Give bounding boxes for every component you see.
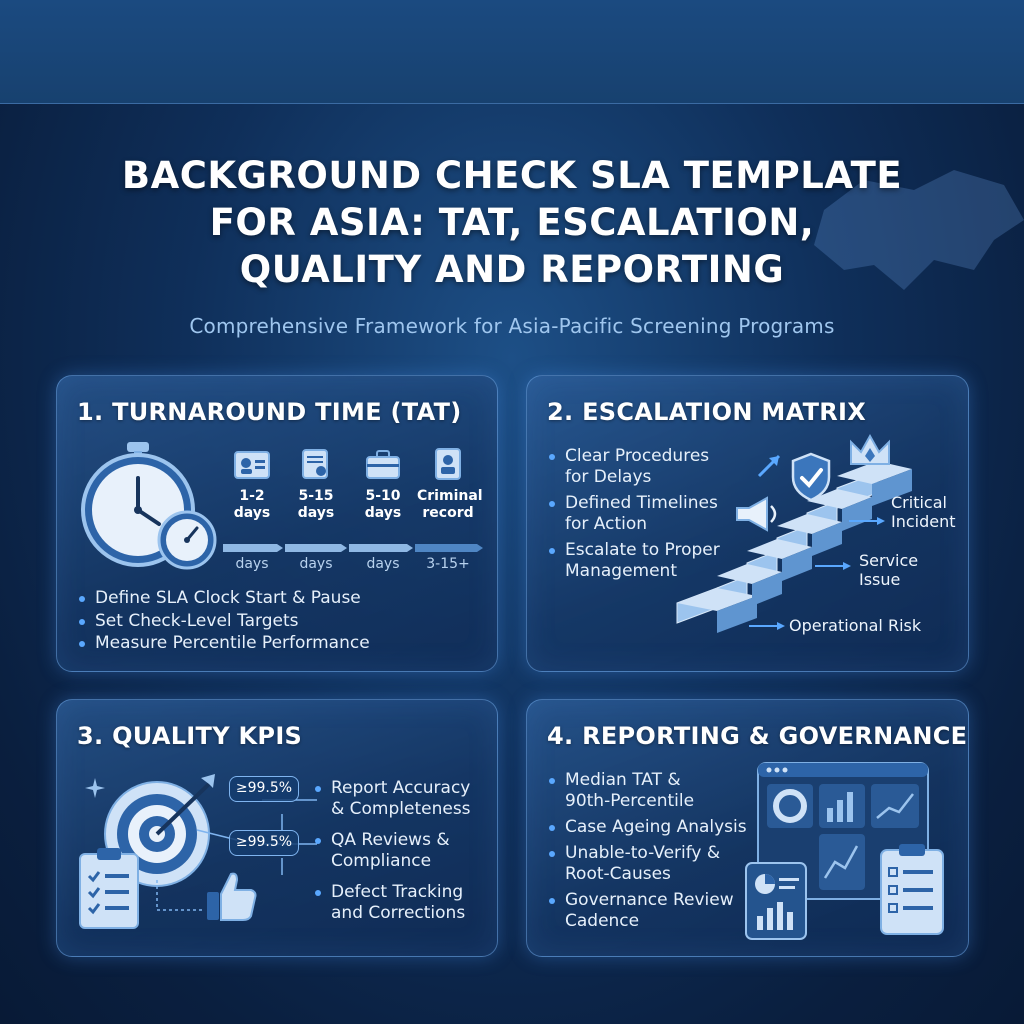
escalation-panel <box>526 375 969 672</box>
bullet-line: Report Accuracy <box>331 778 471 798</box>
arrow-icon <box>749 621 785 631</box>
sparkle-icon <box>85 778 105 798</box>
id-card-icon <box>233 448 271 480</box>
label-line: Service <box>859 551 919 570</box>
bullet-line: Cadence <box>565 911 640 931</box>
qa-target-badge: ≥99.5% <box>229 830 299 856</box>
bullet-line: for Delays <box>565 467 652 487</box>
briefcase-icon <box>364 448 402 480</box>
reporting-bullet-list <box>547 770 757 937</box>
tat-col4-bottom: 3-15+ <box>426 556 470 572</box>
title-line-2: FOR ASIA: TAT, ESCALATION, <box>209 201 815 244</box>
tat-column-4 <box>417 448 483 522</box>
bullet-line: Escalate to Proper <box>565 540 720 560</box>
criminal-record-icon <box>429 448 467 480</box>
tat-column-1 <box>221 448 283 522</box>
stopwatch-icon <box>79 442 219 572</box>
page-title <box>40 152 984 293</box>
bullet-line: Case Ageing Analysis <box>565 817 747 837</box>
tat-col4-line1: Criminal <box>417 488 483 504</box>
tat-col4-line2: record <box>422 505 474 521</box>
bullet-line: Compliance <box>331 851 432 871</box>
bullet-line: for Action <box>565 514 648 534</box>
certificate-icon <box>297 448 335 480</box>
bullet-line: Defined Timelines <box>565 493 718 513</box>
quality-panel <box>56 699 498 957</box>
title-line-3: QUALITY AND REPORTING <box>239 248 785 291</box>
tat-col2-line2: days <box>297 505 335 521</box>
crown-icon <box>847 432 893 468</box>
tat-column-3 <box>352 448 414 522</box>
list-item: Set Check-Level Targets <box>77 611 370 632</box>
bullet-line: Root-Causes <box>565 864 671 884</box>
bullet-line: and Corrections <box>331 903 466 923</box>
tat-col2-line1: 5-15 <box>298 488 334 504</box>
arrow-icon <box>849 516 885 526</box>
checklist-icon <box>879 842 945 936</box>
operational-risk-label: Operational Risk <box>789 616 922 635</box>
list-item <box>313 778 493 820</box>
quality-panel-title: 3. QUALITY KPIS <box>77 722 303 750</box>
tat-bullet-list <box>77 588 370 656</box>
megaphone-icon <box>733 494 783 534</box>
tat-col3-bottom: days <box>366 556 400 572</box>
up-arrow-icon <box>755 450 785 480</box>
bullet-line: QA Reviews & <box>331 830 450 850</box>
label-line: Incident <box>891 512 956 531</box>
tat-col3-line1: 5-10 <box>365 488 401 504</box>
list-item <box>313 882 493 924</box>
tat-col1-line2: days <box>233 505 271 521</box>
service-issue-label <box>859 551 918 589</box>
tat-col2-bottom: days <box>299 556 333 572</box>
bullet-line: & Completeness <box>331 799 471 819</box>
escalation-panel-title: 2. ESCALATION MATRIX <box>547 398 867 426</box>
list-item: Define SLA Clock Start & Pause <box>77 588 370 609</box>
report-icon <box>745 862 807 940</box>
bullet-line: Unable-to-Verify & <box>565 843 721 863</box>
reporting-panel <box>526 699 969 957</box>
list-item <box>547 770 757 812</box>
page-subtitle: Comprehensive Framework for Asia-Pacific Screening Programs <box>189 314 835 338</box>
critical-incident-label <box>891 493 956 531</box>
tat-panel <box>56 375 498 672</box>
bullet-line: Defect Tracking <box>331 882 464 902</box>
clipboard-icon <box>77 846 143 930</box>
label-line: Issue <box>859 570 901 589</box>
accuracy-target-badge: ≥99.5% <box>229 776 299 802</box>
list-item <box>547 817 757 838</box>
tat-col3-line2: days <box>364 505 402 521</box>
tat-timeline-arrows <box>223 541 483 555</box>
label-line: Critical <box>891 493 947 512</box>
bullet-line: Governance Review <box>565 890 734 910</box>
bullet-line: Management <box>565 561 677 581</box>
bullet-line: 90th-Percentile <box>565 791 695 811</box>
tat-panel-title: 1. TURNAROUND TIME (TAT) <box>77 398 462 426</box>
title-line-1: BACKGROUND CHECK SLA TEMPLATE <box>121 154 903 197</box>
list-item <box>547 843 757 885</box>
tat-col1-line1: 1-2 <box>239 488 265 504</box>
arrow-icon <box>815 561 851 571</box>
top-band <box>0 0 1024 104</box>
list-item: Measure Percentile Performance <box>77 633 370 654</box>
list-item <box>547 890 757 932</box>
tat-col1-bottom: days <box>235 556 269 572</box>
quality-bullet-list <box>313 778 493 934</box>
bullet-line: Median TAT & <box>565 770 681 790</box>
tat-column-2 <box>285 448 347 522</box>
reporting-panel-title: 4. REPORTING & GOVERNANCE <box>547 722 968 750</box>
bullet-line: Clear Procedures <box>565 446 710 466</box>
shield-check-icon <box>789 452 833 502</box>
list-item <box>313 830 493 872</box>
